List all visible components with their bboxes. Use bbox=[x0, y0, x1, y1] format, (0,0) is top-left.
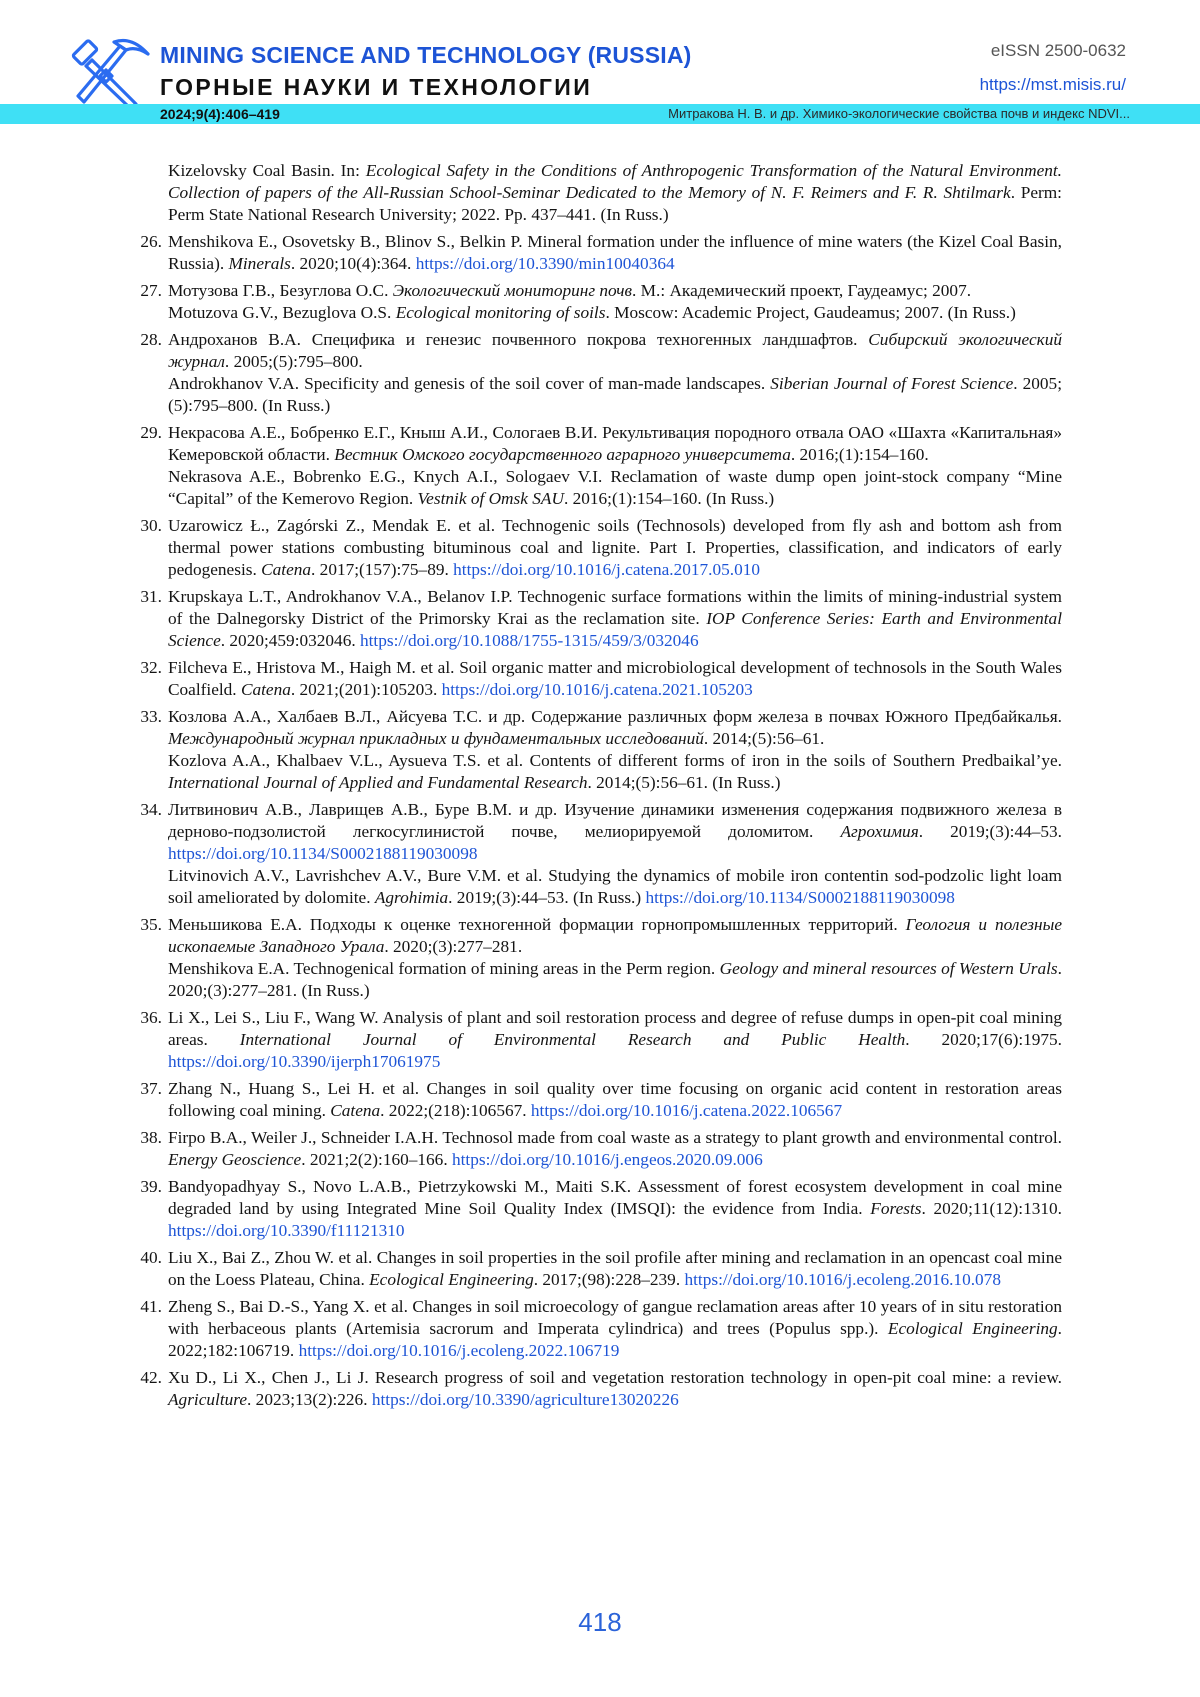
reference-source-title: Catena bbox=[330, 1101, 381, 1120]
reference-source-title: Ecological Engineering bbox=[887, 1319, 1058, 1338]
reference-paragraph bbox=[168, 329, 1062, 373]
reference-paragraph bbox=[168, 1078, 1062, 1122]
reference-number: 26. bbox=[140, 232, 162, 251]
reference-paragraph bbox=[168, 586, 1062, 652]
doi-link[interactable]: https://doi.org/10.1016/j.catena.2017.05.010 bbox=[453, 560, 761, 579]
reference-text: Xu D., Li X., Chen J., Li J. Research progress of soil and vegetation restoration technology in open-pit coal mine: a review. bbox=[168, 1368, 1062, 1387]
reference-source-title: Geology and mineral resources of Western Urals bbox=[719, 959, 1058, 978]
reference-source-title: Агрохимия bbox=[840, 822, 919, 841]
reference-text: . 2005;(5):795–800. (In Russ.) bbox=[168, 374, 1062, 415]
reference-source-title: Catena bbox=[240, 680, 291, 699]
reference-text: Nekrasova A.E., Bobrenko E.G., Knych A.I., Sologaev V.I. Reclamation of waste dump open joint-stock company “Mine “Capital” of the Kemerovo Region. bbox=[168, 467, 1062, 508]
reference-text: Li X., Lei S., Liu F., Wang W. Analysis of plant and soil restoration process and degree of refuse dumps in open-pit coal mining areas. bbox=[168, 1008, 1062, 1049]
reference-text: . 2016;(1):154–160. bbox=[790, 445, 929, 464]
reference-text: . 2022;(218):106567. bbox=[380, 1101, 531, 1120]
reference-item bbox=[128, 1296, 1062, 1362]
reference-text: . 2014;(5):56–61. bbox=[703, 729, 825, 748]
reference-text: Krupskaya L.T., Androkhanov V.A., Belanov I.P. Technogenic surface formations within the limits of mining-industrial system of the Dalnegorsky District of the Primorsky Krai as the reclamation site. bbox=[168, 587, 1062, 628]
reference-item bbox=[128, 1367, 1062, 1411]
reference-text: . 2021;(201):105203. bbox=[290, 680, 442, 699]
reference-text: . 2017;(157):75–89. bbox=[311, 560, 454, 579]
reference-text: . 2020;(3):277–281. bbox=[384, 937, 523, 956]
reference-text: . М.: Академический проект, Гаудеамус; 2007. bbox=[632, 281, 972, 300]
eissn-label: eISSN 2500-0632 bbox=[990, 41, 1126, 60]
reference-paragraph bbox=[168, 958, 1062, 1002]
doi-link[interactable]: https://doi.org/10.3390/agriculture13020226 bbox=[371, 1390, 679, 1409]
reference-text: Liu X., Bai Z., Zhou W. et al. Changes in soil properties in the soil profile after mining and reclamation in an opencast coal mine on the Loess Plateau, China. bbox=[168, 1248, 1062, 1289]
reference-source-title: Vestnik of Omsk SAU bbox=[417, 489, 564, 508]
reference-item bbox=[128, 1127, 1062, 1171]
reference-text: Андроханов В.А. Специфика и генезис почвенного покрова техногенных ландшафтов. bbox=[168, 330, 869, 349]
reference-number: 29. bbox=[140, 423, 162, 442]
reference-text: Меньшикова Е.А. Подходы к оценке техногенной формации горнопромышленных территорий. bbox=[168, 915, 906, 934]
reference-item bbox=[128, 422, 1062, 510]
reference-text: Zhang N., Huang S., Lei H. et al. Changes in soil quality over time focusing on organic acid content in restoration areas following coal mining. bbox=[168, 1079, 1062, 1120]
reference-item bbox=[128, 1078, 1062, 1122]
reference-item bbox=[128, 1247, 1062, 1291]
doi-link[interactable]: https://doi.org/10.3390/ijerph17061975 bbox=[168, 1052, 441, 1071]
reference-item bbox=[128, 515, 1062, 581]
reference-paragraph bbox=[168, 302, 1062, 324]
reference-number: 32. bbox=[140, 658, 162, 677]
reference-text: Kizelovsky Coal Basin. In: bbox=[168, 161, 366, 180]
reference-item bbox=[128, 1007, 1062, 1073]
reference-text: . 2020;17(6):1975. bbox=[905, 1030, 1063, 1049]
reference-source-title: Ecological Engineering bbox=[369, 1270, 534, 1289]
reference-source-title: Minerals bbox=[228, 254, 291, 273]
reference-paragraph bbox=[168, 231, 1062, 275]
reference-source-title: Forests bbox=[870, 1199, 922, 1218]
reference-source-title: Ecological monitoring of soils bbox=[395, 303, 606, 322]
doi-link[interactable]: https://doi.org/10.1134/S0002188119030098 bbox=[168, 844, 478, 863]
header-band bbox=[0, 104, 1200, 124]
reference-paragraph bbox=[168, 1367, 1062, 1411]
reference-source-title: IOP Conference Series: Earth and Environmental Science bbox=[168, 609, 1062, 650]
reference-number: 41. bbox=[140, 1297, 162, 1316]
reference-paragraph bbox=[168, 373, 1062, 417]
doi-link[interactable]: https://doi.org/10.1134/S0002188119030098 bbox=[645, 888, 955, 907]
reference-source-title: Экологический мониторинг почв bbox=[392, 281, 632, 300]
reference-number: 31. bbox=[140, 587, 162, 606]
reference-text: . 2020;459:032046. bbox=[220, 631, 360, 650]
reference-number: 28. bbox=[140, 330, 162, 349]
reference-source-title: Agrohimia bbox=[374, 888, 449, 907]
reference-text: . 2020;(3):277–281. (In Russ.) bbox=[168, 959, 1062, 1000]
reference-number: 38. bbox=[140, 1128, 162, 1147]
crossed-hammer-pickaxe-icon bbox=[66, 32, 152, 112]
doi-link[interactable]: https://doi.org/10.1088/1755-1315/459/3/032046 bbox=[359, 631, 699, 650]
doi-link[interactable]: https://doi.org/10.1016/j.ecoleng.2022.106719 bbox=[298, 1341, 620, 1360]
reference-paragraph bbox=[168, 1007, 1062, 1073]
reference-text: Menshikova E., Osovetsky B., Blinov S., Belkin P. Mineral formation under the influence of mine waters (the Kizel Coal Basin, Russia). bbox=[168, 232, 1062, 273]
reference-source-title: Международный журнал прикладных и фундаментальных исследований bbox=[168, 729, 704, 748]
issue-label: 2024;9(4):406–419 bbox=[160, 106, 280, 122]
reference-text: . 2020;11(12):1310. bbox=[921, 1199, 1062, 1218]
reference-list bbox=[128, 160, 1062, 1416]
reference-text: . 2020;10(4):364. bbox=[290, 254, 416, 273]
reference-source-title: International Journal of Environmental Research and Public Health bbox=[239, 1030, 906, 1049]
reference-text: . 2023;13(2):226. bbox=[247, 1390, 372, 1409]
reference-paragraph bbox=[168, 515, 1062, 581]
reference-text: Uzarowicz Ł., Zagórski Z., Mendak E. et al. Technogenic soils (Technosols) developed from fly ash and bottom ash from thermal power stations combusting bituminous coal and lignite. Part I. Properties, classification, and indicators of early pedogenesis. bbox=[168, 516, 1062, 579]
reference-paragraph bbox=[168, 1247, 1062, 1291]
reference-source-title: Ecological Safety in the Conditions of Anthropogenic Transformation of the Natural Environment. Collection of papers of the All-Russian School-Seminar Dedicated to the Memory of N. F. Reimers and F. R. Shtilmark bbox=[168, 161, 1062, 202]
reference-item bbox=[128, 657, 1062, 701]
reference-text: . 2019;(3):44–53. (In Russ.) bbox=[448, 888, 646, 907]
reference-item bbox=[128, 586, 1062, 652]
journal-title-en: MINING SCIENCE AND TECHNOLOGY (RUSSIA) bbox=[160, 42, 692, 68]
reference-paragraph bbox=[168, 657, 1062, 701]
reference-number: 33. bbox=[140, 707, 162, 726]
reference-number: 34. bbox=[140, 800, 162, 819]
reference-text: Козлова А.А., Халбаев В.Л., Айсуева Т.С. и др. Содержание различных форм железа в почвах Южного Предбайкалья. bbox=[168, 707, 1062, 726]
reference-source-title: Вестник Омского государственного аграрного университета bbox=[334, 445, 791, 464]
doi-link[interactable]: https://doi.org/10.1016/j.ecoleng.2016.10.078 bbox=[684, 1270, 1001, 1289]
reference-source-title: International Journal of Applied and Fundamental Research bbox=[168, 773, 588, 792]
running-title: Митракова Н. В. и др. Химико-экологические свойства почв и индекс NDVI... bbox=[668, 106, 1130, 121]
journal-title-ru: ГОРНЫЕ НАУКИ И ТЕХНОЛОГИИ bbox=[160, 74, 593, 100]
reference-item bbox=[128, 231, 1062, 275]
reference-text: Firpo B.A., Weiler J., Schneider I.A.H. Technosol made from coal waste as a strategy to plant growth and environmental control. bbox=[168, 1128, 1062, 1147]
reference-text: Kozlova A.A., Khalbaev V.L., Aysueva T.S. et al. Contents of different forms of iron in the soils of Southern Predbaikal’ye. bbox=[168, 751, 1062, 770]
reference-text: Zheng S., Bai D.-S., Yang X. et al. Changes in soil microecology of gangue reclamation areas after 10 years of in situ restoration with herbaceous plants (Artemisia sacrorum and Imperata cylindrica) and trees (Populus spp.). bbox=[168, 1297, 1062, 1338]
reference-number: 27. bbox=[140, 281, 162, 300]
reference-paragraph bbox=[168, 280, 1062, 302]
reference-paragraph bbox=[168, 1296, 1062, 1362]
reference-text: Menshikova E.A. Technogenical formation of mining areas in the Perm region. bbox=[168, 959, 720, 978]
doi-link[interactable]: https://doi.org/10.1016/j.engeos.2020.09.006 bbox=[451, 1150, 763, 1169]
reference-text: Litvinovich A.V., Lavrishchev A.V., Bure V.M. et al. Studying the dynamics of mobile iron contentin sod-podzolic light loam soil ameliorated by dolomite. bbox=[168, 866, 1062, 907]
reference-paragraph bbox=[168, 466, 1062, 510]
reference-source-title: Геология и полезные ископаемые Западного Урала bbox=[168, 915, 1062, 956]
reference-text: . Moscow: Academic Project, Gaudeamus; 2007. (In Russ.) bbox=[605, 303, 1016, 322]
reference-paragraph bbox=[168, 750, 1062, 794]
reference-source-title: Agriculture bbox=[168, 1390, 248, 1409]
page-number: 418 bbox=[578, 1607, 622, 1637]
reference-text: . 2017;(98):228–239. bbox=[533, 1270, 685, 1289]
reference-number: 36. bbox=[140, 1008, 162, 1027]
reference-source-title: Сибирский экологический журнал bbox=[168, 330, 1062, 371]
reference-number: 39. bbox=[140, 1177, 162, 1196]
reference-text: Filcheva E., Hristova M., Haigh M. et al. Soil organic matter and microbiological development of technosols in the South Wales Coalfield. bbox=[168, 658, 1062, 699]
reference-text: . 2019;(3):44–53. bbox=[918, 822, 1062, 841]
reference-text: Motuzova G.V., Bezuglova O.S. bbox=[168, 303, 396, 322]
doi-link[interactable]: https://doi.org/10.3390/min10040364 bbox=[415, 254, 675, 273]
doi-link[interactable]: https://doi.org/10.1016/j.catena.2022.106567 bbox=[530, 1101, 843, 1120]
reference-number: 35. bbox=[140, 915, 162, 934]
reference-text: Мотузова Г.В., Безуглова О.С. bbox=[168, 281, 393, 300]
reference-text: . 2005;(5):795–800. bbox=[224, 352, 363, 371]
reference-paragraph bbox=[168, 706, 1062, 750]
reference-paragraph bbox=[168, 799, 1062, 865]
reference-number: 42. bbox=[140, 1368, 162, 1387]
reference-text: . 2021;2(2):160–166. bbox=[301, 1150, 452, 1169]
reference-item bbox=[128, 706, 1062, 794]
reference-text: . 2014;(5):56–61. (In Russ.) bbox=[587, 773, 781, 792]
reference-item bbox=[128, 1176, 1062, 1242]
reference-number: 30. bbox=[140, 516, 162, 535]
reference-source-title: Catena bbox=[261, 560, 312, 579]
reference-item bbox=[128, 329, 1062, 417]
reference-paragraph bbox=[168, 865, 1062, 909]
reference-paragraph bbox=[168, 1127, 1062, 1171]
reference-paragraph bbox=[168, 422, 1062, 466]
reference-paragraph bbox=[168, 1176, 1062, 1242]
reference-text: Bandyopadhyay S., Novo L.A.B., Pietrzykowski M., Maiti S.K. Assessment of forest ecosystem development in coal mine degraded land by using Integrated Mine Soil Quality Index (IMSQI): the evidence from India. bbox=[168, 1177, 1062, 1218]
doi-link[interactable]: https://doi.org/10.3390/f11121310 bbox=[168, 1221, 405, 1240]
reference-item bbox=[128, 160, 1062, 226]
journal-website-link[interactable]: https://mst.misis.ru/ bbox=[979, 75, 1126, 94]
reference-source-title: Energy Geoscience bbox=[168, 1150, 302, 1169]
reference-item bbox=[128, 914, 1062, 1002]
reference-item bbox=[128, 280, 1062, 324]
reference-paragraph bbox=[168, 914, 1062, 958]
reference-text: . 2016;(1):154–160. (In Russ.) bbox=[563, 489, 775, 508]
reference-number: 40. bbox=[140, 1248, 162, 1267]
reference-text: Литвинович А.В., Лаврищев А.В., Буре В.М. и др. Изучение динамики изменения содержания подвижного железа в дерново-подзолистой легкосуглинистой почве, мелиорируемой доломитом. bbox=[168, 800, 1062, 841]
reference-text: Androkhanov V.A. Specificity and genesis of the soil cover of man-made landscapes. bbox=[168, 374, 771, 393]
reference-number: 37. bbox=[140, 1079, 162, 1098]
reference-paragraph bbox=[168, 160, 1062, 226]
reference-source-title: Siberian Journal of Forest Science bbox=[770, 374, 1014, 393]
reference-text: Некрасова А.Е., Бобренко Е.Г., Кныш А.И., Сологаев В.И. Рекультивация породного отвала ОАО «Шахта «Капитальная» Кемеровской области. bbox=[168, 423, 1062, 464]
reference-item bbox=[128, 799, 1062, 909]
reference-text: . Perm: Perm State National Research University; 2022. Pp. 437–441. (In Russ.) bbox=[168, 183, 1062, 224]
reference-text: . 2022;182:106719. bbox=[168, 1319, 1062, 1360]
doi-link[interactable]: https://doi.org/10.1016/j.catena.2021.105203 bbox=[441, 680, 753, 699]
